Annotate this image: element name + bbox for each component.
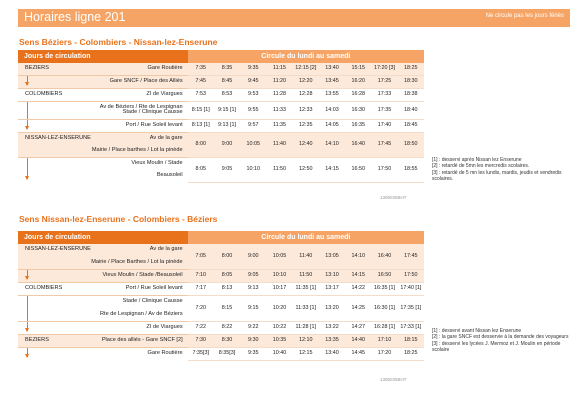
- departure-time: 16:28 [1]: [371, 322, 397, 335]
- table-row: [18, 133, 424, 158]
- departure-time: 14:15: [345, 270, 371, 283]
- stop-name: Gare Routière: [147, 65, 183, 71]
- stop-name: Vieux Moulin / Stade /Beausoleil: [102, 272, 183, 278]
- departure-time: 11:33 [1]: [293, 296, 319, 322]
- departure-time: 9:05: [214, 158, 240, 183]
- departure-time: 15:15: [345, 63, 371, 76]
- departure-time: 9:13 [1]: [214, 120, 240, 133]
- departure-time: 13:40: [319, 63, 345, 76]
- departure-time: 17:40 [1]: [398, 283, 424, 296]
- direction-line: [27, 348, 28, 357]
- departure-time: 8:45: [214, 76, 240, 89]
- stop-name: Vieux Moulin / Stade: [131, 160, 183, 166]
- departure-time: 17:50: [398, 270, 424, 283]
- departure-time: 11:33: [266, 102, 292, 120]
- departure-time: 16:40: [371, 244, 397, 270]
- departure-time: 18:38: [398, 89, 424, 102]
- section-title: Sens Béziers - Colombiers - Nissan-lez-Enserune: [19, 37, 218, 47]
- direction-line: [27, 322, 28, 331]
- departure-time: 17:45: [371, 133, 397, 158]
- departure-time: 13:17: [319, 283, 345, 296]
- departure-time: 11:28: [266, 89, 292, 102]
- departure-time: 8:00: [214, 244, 240, 270]
- stop-name: Av de Béziers / Rte de Lespignan: [99, 104, 183, 110]
- stop-name: Gare Routière: [147, 350, 183, 356]
- departure-time: 11:40: [293, 244, 319, 270]
- departure-time: 7:30: [188, 335, 214, 348]
- departure-time: 7:22: [188, 322, 214, 335]
- departure-time: 17:33 [1]: [398, 322, 424, 335]
- stop-name: ZI de Viargues: [146, 91, 183, 97]
- footnotes: [432, 328, 572, 353]
- departure-time: 11:20: [266, 76, 292, 89]
- departure-time: 8:53: [214, 89, 240, 102]
- stop-cell: [18, 63, 188, 76]
- departure-time: 7:20: [188, 296, 214, 322]
- departure-time: 18:25: [398, 348, 424, 361]
- departure-time: 8:05: [188, 158, 214, 183]
- table-row: [18, 89, 424, 102]
- departure-time: 11:40: [266, 133, 292, 158]
- departure-time: 8:13: [214, 283, 240, 296]
- departure-time: 9:05: [240, 270, 266, 283]
- page-title: Horaires ligne 201: [24, 10, 126, 24]
- departure-time: 7:17: [188, 283, 214, 296]
- departure-time: 14:27: [345, 322, 371, 335]
- departure-time: 13:35: [319, 335, 345, 348]
- departure-time: 17:20: [371, 348, 397, 361]
- departure-time: 16:30 [1]: [371, 296, 397, 322]
- departure-time: 14:15: [319, 158, 345, 183]
- departure-time: 9:35: [240, 348, 266, 361]
- departure-time: 10:05: [240, 133, 266, 158]
- departure-time: 11:15: [266, 63, 292, 76]
- departure-time: 10:35: [266, 335, 292, 348]
- departure-time: 13:10: [319, 270, 345, 283]
- footnote: [2] : retardé de 5mn les mercredis scolaires.: [432, 163, 530, 170]
- departure-time: 17:50: [371, 158, 397, 183]
- column-header-days: Jours de circulation: [18, 231, 188, 244]
- departure-time: 13:20: [319, 296, 345, 322]
- footnote: [1] : desservi avant Nissan lez Enserune: [432, 328, 522, 334]
- departure-time: 10:22: [266, 322, 292, 335]
- stop-name-secondary: Mairie / Place barthes / Lot la pinède: [91, 147, 183, 154]
- column-header-days: Jours de circulation: [18, 50, 188, 63]
- stop-cell: [18, 76, 188, 89]
- departure-time: 12:10: [293, 335, 319, 348]
- stop-name-secondary: Rte de Lespignan / Av de Béziers: [100, 311, 183, 318]
- direction-line: [27, 158, 28, 179]
- departure-time: 16:40: [345, 133, 371, 158]
- departure-time: 16:20: [345, 76, 371, 89]
- departure-time: 12:15 [2]: [293, 63, 319, 76]
- departure-time: 10:40: [266, 348, 292, 361]
- departure-time: 13:05: [319, 244, 345, 270]
- city-name: NISSAN-LEZ-ENSERUNE: [25, 135, 91, 141]
- departure-time: 8:05: [214, 270, 240, 283]
- document-code: 1306035BHT: [380, 377, 407, 382]
- table-row: [18, 296, 424, 322]
- departure-time: 8:00: [188, 133, 214, 158]
- departure-time: 8:13 [1]: [188, 120, 214, 133]
- departure-time: 8:30: [214, 335, 240, 348]
- direction-line: [27, 270, 28, 279]
- stop-name: Av de la gare: [149, 246, 183, 252]
- stop-cell: [18, 244, 188, 270]
- departure-time: 14:10: [319, 133, 345, 158]
- direction-line: [27, 296, 28, 321]
- departure-time: 9:22: [240, 322, 266, 335]
- departure-time: 9:13: [240, 283, 266, 296]
- departure-time: 9:15 [1]: [214, 102, 240, 120]
- stop-cell: [18, 322, 188, 335]
- stop-cell: [18, 102, 188, 120]
- departure-time: 18:25: [398, 63, 424, 76]
- departure-time: 14:03: [319, 102, 345, 120]
- departure-time: 10:05: [266, 244, 292, 270]
- departure-time: 14:05: [319, 120, 345, 133]
- departure-time: 12:33: [293, 102, 319, 120]
- departure-time: 16:35: [345, 120, 371, 133]
- departure-time: 9:15: [240, 296, 266, 322]
- departure-time: 8:15 [1]: [188, 102, 214, 120]
- departure-time: 12:15: [293, 348, 319, 361]
- departure-time: 9:30: [240, 335, 266, 348]
- table-row: [18, 348, 424, 361]
- timetable-outbound: [18, 50, 424, 183]
- direction-line: [27, 76, 28, 85]
- city-name: COLOMBIERS: [25, 285, 63, 291]
- footnote: [3] : retardé de 5 mn les lundis, mardis, jeudis et vendredis scolaires.: [432, 169, 562, 182]
- stop-name: Port / Rue Soleil levant: [125, 122, 183, 128]
- table-row: [18, 270, 424, 283]
- departure-time: 10:10: [266, 270, 292, 283]
- departure-time: 18:50: [398, 133, 424, 158]
- table-row: [18, 120, 424, 133]
- stop-cell: [18, 296, 188, 322]
- departure-time: 11:35: [266, 120, 292, 133]
- departure-time: 13:22: [319, 322, 345, 335]
- departure-time: 9:00: [214, 133, 240, 158]
- table-header-row: [18, 231, 424, 244]
- stop-name: Port / Rue Soleil levant: [125, 285, 183, 291]
- departure-time: 10:20: [266, 296, 292, 322]
- table-row: [18, 244, 424, 270]
- departure-time: 12:40: [293, 133, 319, 158]
- direction-line: [27, 102, 28, 119]
- table-row: [18, 76, 424, 89]
- departure-time: 8:35[3]: [214, 348, 240, 361]
- city-name: NISSAN-LEZ-ENSERUNE: [25, 246, 91, 252]
- departure-time: 18:15: [398, 335, 424, 348]
- departure-time: 9:00: [240, 244, 266, 270]
- departure-time: 8:15: [214, 296, 240, 322]
- direction-line: [27, 120, 28, 129]
- stop-cell: [18, 335, 188, 348]
- footnote: [1] : desservi après Nissan lez Enserune: [432, 157, 522, 163]
- departure-time: 7:35[3]: [188, 348, 214, 361]
- departure-time: 14:40: [345, 335, 371, 348]
- departure-time: 9:55: [240, 102, 266, 120]
- departure-time: 14:45: [345, 348, 371, 361]
- header-note: Ne circule pas les jours fériés: [485, 13, 564, 19]
- table-row: [18, 102, 424, 120]
- departure-time: 14:25: [345, 296, 371, 322]
- departure-time: 13:55: [319, 89, 345, 102]
- departure-time: 13:40: [319, 348, 345, 361]
- departure-time: 18:40: [398, 102, 424, 120]
- city-name: COLOMBIERS: [25, 91, 63, 97]
- stop-name: Stade / Clinique Causse: [122, 298, 183, 304]
- stop-name: Place des alliés - Gare SNCF [2]: [101, 337, 183, 343]
- departure-time: 12:50: [293, 158, 319, 183]
- departure-time: 13:45: [319, 76, 345, 89]
- column-header-schedule: Circule du lundi au samedi: [188, 231, 424, 244]
- stop-name-secondary: Mairie / Place Barthes / Lot la pinède: [91, 259, 183, 266]
- stop-cell: [18, 283, 188, 296]
- departure-time: 10:10: [240, 158, 266, 183]
- departure-time: 18:55: [398, 158, 424, 183]
- departure-time: 9:57: [240, 120, 266, 133]
- departure-time: 16:50: [371, 270, 397, 283]
- column-header-schedule: Circule du lundi au samedi: [188, 50, 424, 63]
- departure-time: 7:05: [188, 244, 214, 270]
- departure-time: 14:22: [345, 283, 371, 296]
- footnotes: [432, 157, 572, 182]
- departure-time: 12:35: [293, 120, 319, 133]
- stop-cell: [18, 133, 188, 158]
- document-code: 1306035BHT: [380, 195, 407, 200]
- departure-time: 8:35: [214, 63, 240, 76]
- departure-time: 7:35: [188, 63, 214, 76]
- table-row: [18, 322, 424, 335]
- departure-time: 17:33: [371, 89, 397, 102]
- departure-time: 17:20 [3]: [371, 63, 397, 76]
- departure-time: 11:50: [293, 270, 319, 283]
- departure-time: 11:35 [1]: [293, 283, 319, 296]
- departure-time: 11:50: [266, 158, 292, 183]
- stop-cell: [18, 270, 188, 283]
- departure-time: 17:10: [371, 335, 397, 348]
- departure-time: 9:45: [240, 76, 266, 89]
- departure-time: 17:35 [1]: [398, 296, 424, 322]
- departure-time: 16:50: [345, 158, 371, 183]
- departure-time: 7:45: [188, 76, 214, 89]
- stop-name-secondary: Stade / Clinique Causse: [122, 109, 183, 116]
- stop-cell: [18, 120, 188, 133]
- departure-time: 11:28 [1]: [293, 322, 319, 335]
- departure-time: 17:35: [371, 102, 397, 120]
- departure-time: 9:35: [240, 63, 266, 76]
- departure-time: 17:40: [371, 120, 397, 133]
- city-name: BEZIERS: [25, 65, 49, 71]
- departure-time: 7:10: [188, 270, 214, 283]
- stop-cell: [18, 89, 188, 102]
- stop-cell: [18, 158, 188, 183]
- departure-time: 7:53: [188, 89, 214, 102]
- stop-cell: [18, 348, 188, 361]
- departure-time: 17:45: [398, 244, 424, 270]
- table-row: [18, 63, 424, 76]
- stop-name: Gare SNCF / Place des Alliés: [109, 78, 183, 84]
- footnote: [3] : desservi les lycées J. Mermoz et J. Moulin en période scolaire: [432, 340, 561, 353]
- departure-time: 18:45: [398, 120, 424, 133]
- city-name: BEZIERS: [25, 337, 49, 343]
- section-title: Sens Nissan-lez-Enserune - Colombiers - Béziers: [19, 214, 218, 224]
- table-row: [18, 335, 424, 348]
- table-row: [18, 158, 424, 183]
- departure-time: 8:22: [214, 322, 240, 335]
- departure-time: 9:53: [240, 89, 266, 102]
- table-row: [18, 283, 424, 296]
- departure-time: 16:35 [1]: [371, 283, 397, 296]
- stop-name: Av de la gare: [149, 135, 183, 141]
- timetable-return: [18, 231, 424, 361]
- departure-time: 10:17: [266, 283, 292, 296]
- stop-name-secondary: Beausoleil: [156, 172, 183, 179]
- departure-time: 17:25: [371, 76, 397, 89]
- departure-time: 18:30: [398, 76, 424, 89]
- departure-time: 12:20: [293, 76, 319, 89]
- footnote: [2] : la gare SNCF est desservie à la demande des voyageurs: [432, 334, 569, 341]
- page-header: [18, 9, 570, 27]
- departure-time: 12:28: [293, 89, 319, 102]
- departure-time: 16:30: [345, 102, 371, 120]
- stop-name: ZI de Viargues: [146, 324, 183, 330]
- departure-time: 16:28: [345, 89, 371, 102]
- table-header-row: [18, 50, 424, 63]
- departure-time: 14:10: [345, 244, 371, 270]
